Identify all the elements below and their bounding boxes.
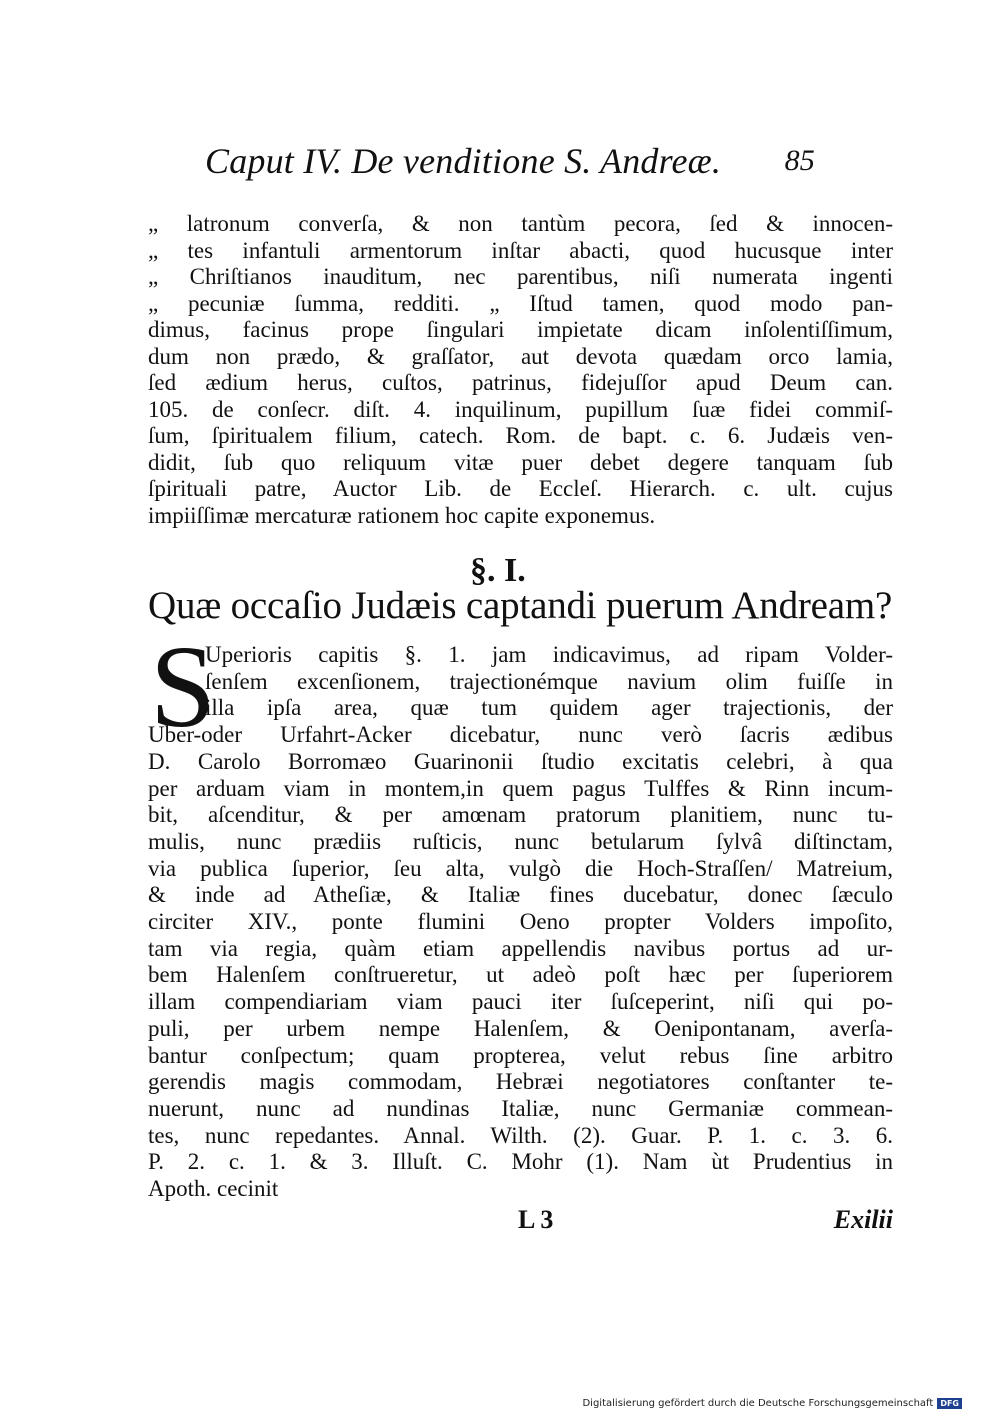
digitization-credit [582, 1398, 962, 1409]
text-line: „ pecuniæ ſumma, redditi. „ Iſtud tamen, quod modo pan- [148, 290, 893, 316]
text-line: bem Halenſem conſtrueretur, ut adeò poſt hæc per ſuperiorem [148, 962, 893, 988]
text-line: nuerunt, nunc ad nundinas Italiæ, nunc Germaniæ commean- [148, 1095, 893, 1121]
text-line: Apoth. cecinit [148, 1176, 279, 1201]
text-line: illam compendiariam viam pauci iter ſuſceperint, niſi qui po- [148, 989, 893, 1015]
text-line: tes, nunc repedantes. Annal. Wilth. (2). Guar. P. 1. c. 3. 6. [148, 1122, 893, 1148]
text-line: ſum, ſpiritualem filium, catech. Rom. de bapt. c. 6. Judæis ven- [148, 423, 893, 448]
text-line: Uber-oder Urfahrt-Acker dicebatur, nunc verò ſacris ædibus [148, 722, 893, 748]
section-heading: Quæ occaſio Judæis captandi puerum Andream? [148, 584, 893, 627]
running-title: Caput IV. De venditione S. Andreæ. [205, 141, 722, 181]
text-line: tam via regia, quàm etiam appellendis navibus portus ad ur- [148, 935, 893, 961]
text-line: bit, aſcenditur, & per amœnam pratorum planitiem, nunc tu- [148, 802, 893, 828]
text-line: Uperioris capitis §. 1. jam indicavimus, ad ripam Volder- [205, 642, 893, 667]
page-footer [148, 1205, 893, 1241]
text-line: bantur conſpectum; quam propterea, velut rebus ſine arbitro [148, 1042, 893, 1068]
running-header [205, 140, 815, 196]
text-line: puli, per urbem nempe Halenſem, & Oenipontanam, averſa- [148, 1015, 893, 1041]
text-line: via publica ſuperior, ſeu alta, vulgò die Hoch-Straſſen/ Matreium, [148, 855, 893, 881]
text-line: „ Chriſtianos inauditum, nec parentibus, niſi numerata ingenti [148, 264, 893, 289]
text-line: gerendis magis commodam, Hebræi negotiatores conſtanter te- [148, 1069, 893, 1095]
text-line: mulis, nunc prædiis ruſticis, nunc betularum ſylvâ diſtinctam, [148, 828, 893, 854]
text-line: & inde ad Atheſiæ, & Italiæ fines ducebatur, donec ſæculo [148, 882, 893, 908]
text-line: D. Carolo Borromæo Guarinonii ſtudio excitatis celebri, à qua [148, 748, 893, 774]
text-line: dimus, facinus prope ſingulari impietate dicam inſolentiſſimum, [148, 317, 893, 342]
text-line: P. 2. c. 1. & 3. Illuſt. C. Mohr (1). Nam ùt Prudentius in [148, 1149, 893, 1175]
text-line: circiter XIV., ponte flumini Oeno propter Volders impoſito, [148, 909, 893, 934]
text-line: ſenſem excenſionem, trajectionémque navium olim fuiſſe in [205, 668, 893, 694]
page-number: 85 [784, 144, 815, 177]
text-line: dum non prædo, & graſſator, aut devota quædam orco lamia, [148, 343, 893, 369]
drop-cap: S [150, 621, 216, 752]
text-line: 105. de conſecr. diſt. 4. inquilinum, pupillum ſuæ fidei commiſ- [148, 396, 893, 422]
text-line: per arduam viam in montem,in quem pagus Tulffes & Rinn incum- [148, 775, 893, 801]
text-line: „ tes infantuli armentorum inſtar abacti, quod hucusque inter [148, 237, 893, 263]
signature-mark: L 3 [518, 1205, 554, 1234]
text-line: „ latronum converſa, & non tantùm pecora, ſed & innocen- [148, 211, 893, 236]
credit-text: Digitalisierung gefördert durch die Deutsche Forschungsgemeinschaft [582, 1398, 934, 1409]
catchword: Exilii [833, 1205, 893, 1234]
text-line: didit, ſub quo reliquum vitæ puer debet degere tanquam ſub [148, 449, 893, 475]
text-line: ſed ædium herus, cuſtos, patrinus, fidejuſſor apud Deum can. [148, 370, 893, 395]
dfg-logo: DFG [937, 1398, 962, 1409]
section-mark: §. I. [470, 552, 526, 589]
text-line: illa ipſa area, quæ tum quidem ager trajectionis, der [205, 695, 893, 721]
text-line: ſpirituali patre, Auctor Lib. de Eccleſ. Hierarch. c. ult. cujus [148, 476, 893, 501]
text-line: impiiſſimæ mercaturæ rationem hoc capite exponemus. [148, 502, 656, 528]
